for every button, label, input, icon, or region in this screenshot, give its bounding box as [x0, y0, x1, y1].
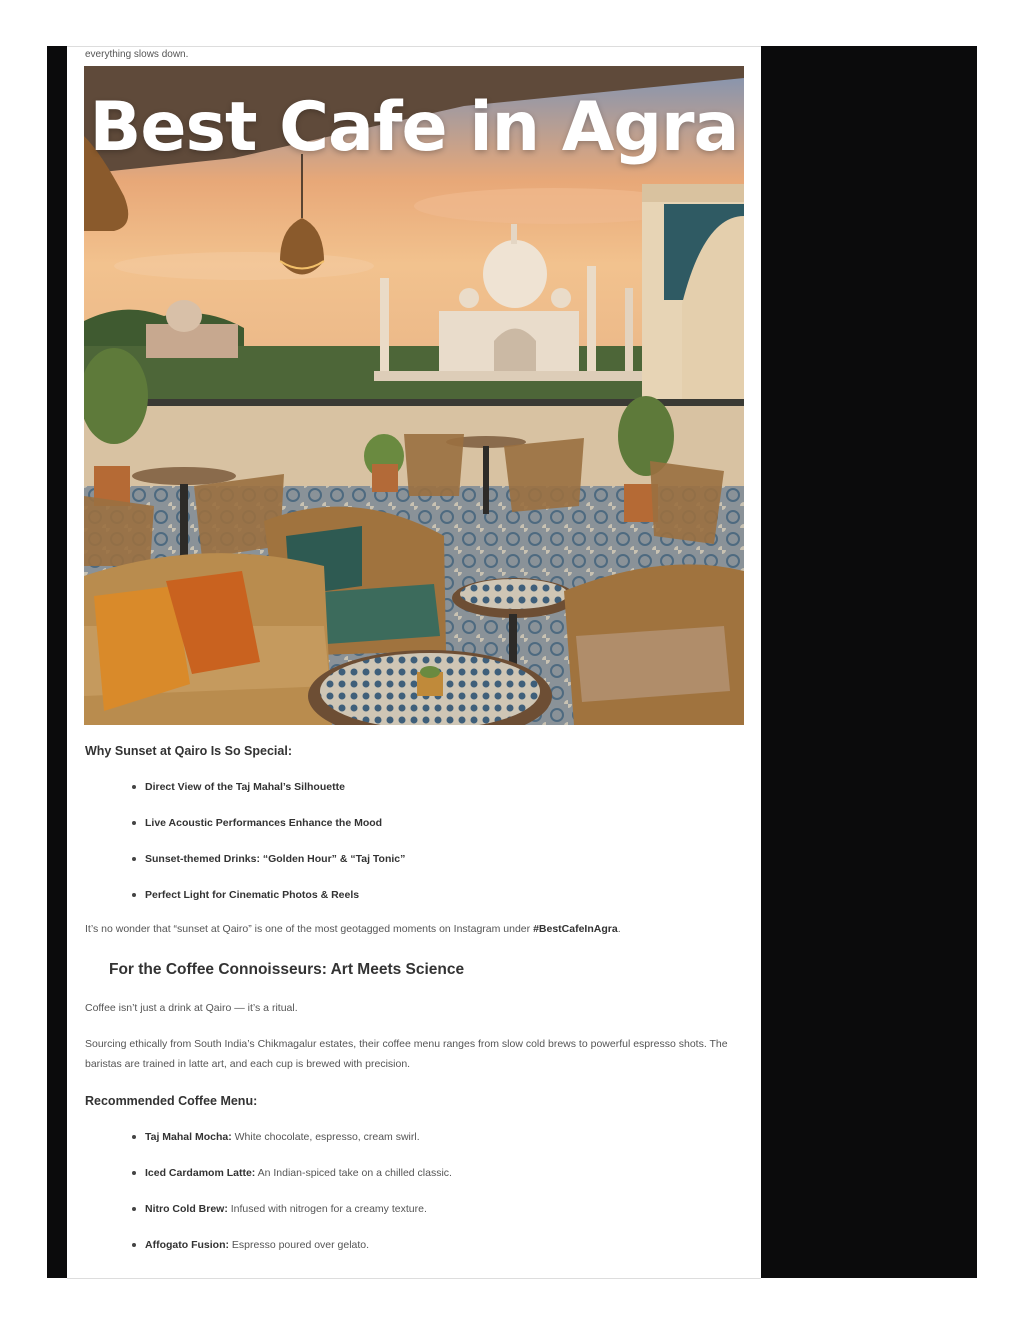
list-item: Live Acoustic Performances Enhance the Mood [132, 816, 405, 852]
coffee-section-heading: For the Coffee Connoisseurs: Art Meets Science [109, 961, 465, 978]
sunset-points-list [132, 780, 405, 924]
sunset-section-heading: Why Sunset at Qairo Is So Special: [85, 744, 292, 758]
list-item: Perfect Light for Cinematic Photos & Reels [132, 888, 405, 924]
coffee-intro-paragraph: Coffee isn’t just a drink at Qairo — it’s a ritual. [85, 1002, 298, 1014]
menu-item: Iced Cardamom Latte: An Indian-spiced take on a chilled classic. [132, 1166, 452, 1202]
menu-item: Affogato Fusion: Espresso poured over gelato. [132, 1238, 452, 1274]
coffee-menu-list [132, 1130, 452, 1274]
geotag-paragraph: It’s no wonder that “sunset at Qairo” is one of the most geotagged moments on Instagram under #BestCafeInAgra. [85, 923, 621, 935]
list-item: Sunset-themed Drinks: “Golden Hour” & “Taj Tonic” [132, 852, 405, 888]
menu-item: Taj Mahal Mocha: White chocolate, espresso, cream swirl. [132, 1130, 452, 1166]
lead-text-fragment: everything slows down. [85, 49, 189, 60]
menu-heading: Recommended Coffee Menu: [85, 1094, 258, 1108]
menu-item: Nitro Cold Brew: Infused with nitrogen for a creamy texture. [132, 1202, 452, 1238]
hashtag-best-cafe-in-agra[interactable]: #BestCafeInAgra [533, 923, 618, 935]
hero-title-overlay: Best Cafe in Agra [89, 88, 739, 167]
hero-image-taj-mahal-cafe [84, 66, 744, 725]
list-item: Direct View of the Taj Mahal’s Silhouette [132, 780, 405, 816]
coffee-sourcing-paragraph: Sourcing ethically from South India’s Chikmagalur estates, their coffee menu ranges from slow cold brews to powerful espresso shots. The baristas are trained in latte art, and each cup is brewed with precision. [85, 1038, 728, 1070]
